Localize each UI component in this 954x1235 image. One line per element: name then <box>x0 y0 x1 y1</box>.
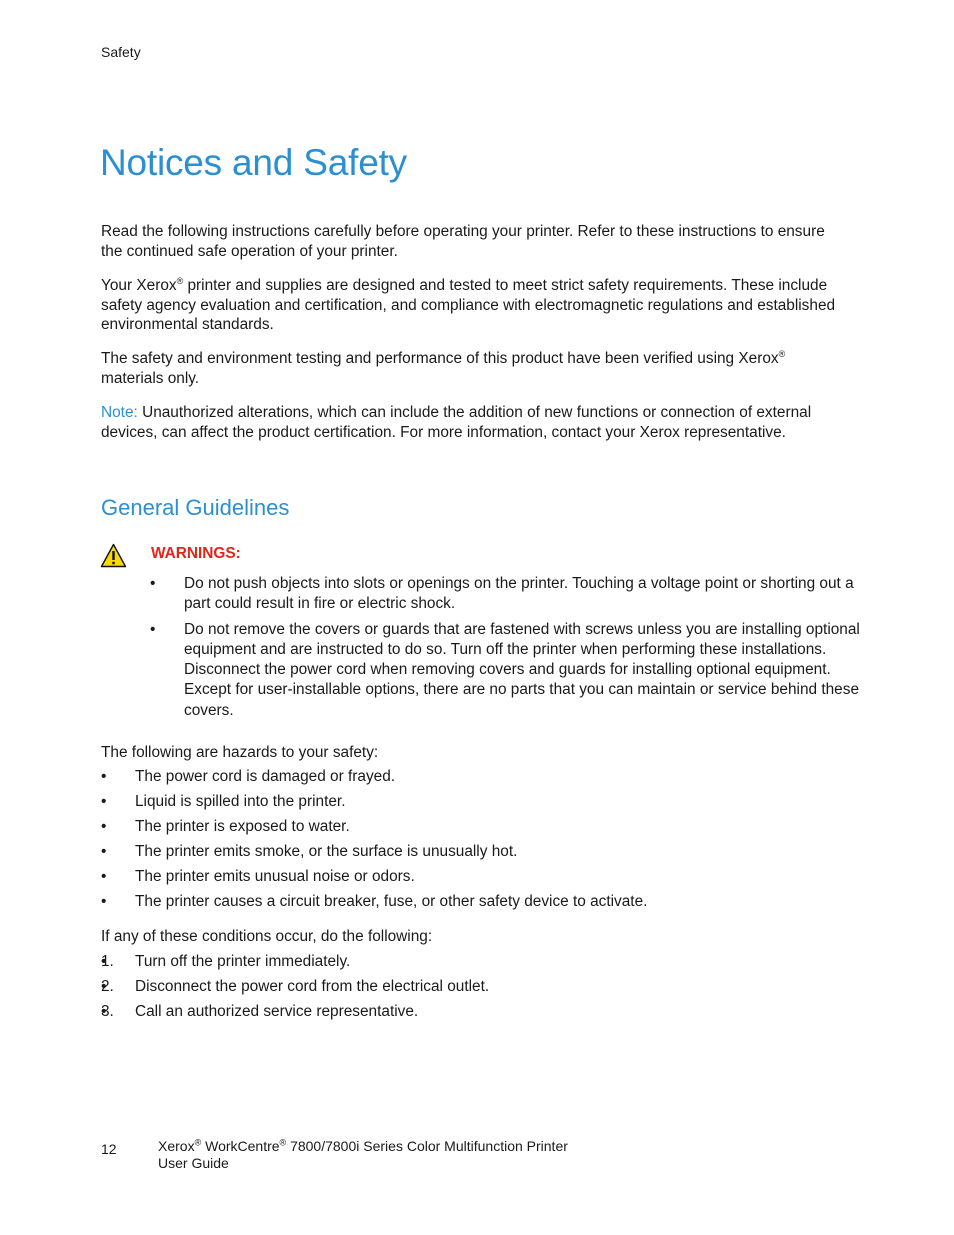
registered-mark: ® <box>194 1137 202 1148</box>
hazard-item: • The power cord is damaged or frayed. <box>101 767 861 787</box>
hazards-list <box>101 767 861 917</box>
warning-item: • Do not remove the covers or guards that are fastened with screws unless you are installing optional equipment and are instructed to do so. Turn off the printer when performing these installations. Disconnect the power cord when removing covers and guards for installing optional equipment. Except for user-installable options, there are no parts that you can maintain or service behind these covers. <box>150 620 880 721</box>
page-title: Notices and Safety <box>100 142 407 183</box>
footer-product: WorkCentre <box>201 1138 280 1154</box>
registered-mark: ® <box>778 348 786 359</box>
running-head: Safety <box>101 44 141 60</box>
hazard-item: • The printer is exposed to water. <box>101 817 861 837</box>
intro-paragraph-3 <box>101 349 841 388</box>
warning-item: • Do not push objects into slots or openings on the printer. Touching a voltage point or shorting out a part could result in fire or electric shock. <box>150 574 880 615</box>
p3-text-start: The safety and environment testing and performance of this product have been verified using Xerox <box>101 350 779 367</box>
note-paragraph <box>101 403 821 442</box>
step-number: • 3. <box>101 1003 114 1020</box>
step-number: • 2. <box>101 978 114 995</box>
note-text: Unauthorized alterations, which can include the addition of new functions or connection of external devices, can affect the product certification. For more information, contact your Xerox representative. <box>101 404 812 441</box>
hazard-item: • The printer emits smoke, or the surface is unusually hot. <box>101 842 861 862</box>
section-heading-general-guidelines: General Guidelines <box>101 495 290 520</box>
footer-line-1 <box>158 1138 568 1155</box>
registered-mark: ® <box>279 1137 287 1148</box>
hazards-intro: The following are hazards to your safety: <box>101 744 379 761</box>
step-text: Call an authorized service representative. <box>135 1003 419 1020</box>
page-number: 12 <box>101 1141 117 1157</box>
step-text: Turn off the printer immediately. <box>135 953 351 970</box>
intro-paragraph-1: Read the following instructions carefully before operating your printer. Refer to these instructions to ensure the continued safe operation of your printer. <box>101 223 825 260</box>
registered-mark: ® <box>176 275 184 286</box>
p3-text-end: materials only. <box>101 369 200 387</box>
action-step <box>101 1002 861 1022</box>
step-number: • 1. <box>101 953 114 970</box>
warning-triangle-icon <box>100 543 127 568</box>
actions-list <box>101 952 861 1027</box>
action-step <box>101 952 861 972</box>
p2-text-end: printer and supplies are designed and tested to meet strict safety requirements. These include safety agency evaluation and certification, and compliance with electromagnetic regulations and established environmental standards. <box>101 277 836 334</box>
footer-brand: Xerox <box>158 1138 195 1154</box>
hazard-item: • The printer causes a circuit breaker, fuse, or other safety device to activate. <box>101 892 861 912</box>
hazard-item: • Liquid is spilled into the printer. <box>101 792 861 812</box>
action-step <box>101 977 861 997</box>
warnings-label: WARNINGS: <box>151 545 241 562</box>
intro-paragraph-2 <box>101 276 841 335</box>
footer-product-name <box>158 1138 568 1172</box>
p2-text-start: Your Xerox <box>101 277 177 294</box>
hazard-item: • The printer emits unusual noise or odors. <box>101 867 861 887</box>
note-label: Note: <box>101 404 138 421</box>
step-text: Disconnect the power cord from the electrical outlet. <box>135 978 490 995</box>
actions-intro: If any of these conditions occur, do the following: <box>101 928 433 945</box>
footer-guide: User Guide <box>158 1155 229 1171</box>
footer-model: 7800/7800i Series Color Multifunction Printer <box>286 1138 568 1154</box>
warnings-list <box>150 574 880 726</box>
